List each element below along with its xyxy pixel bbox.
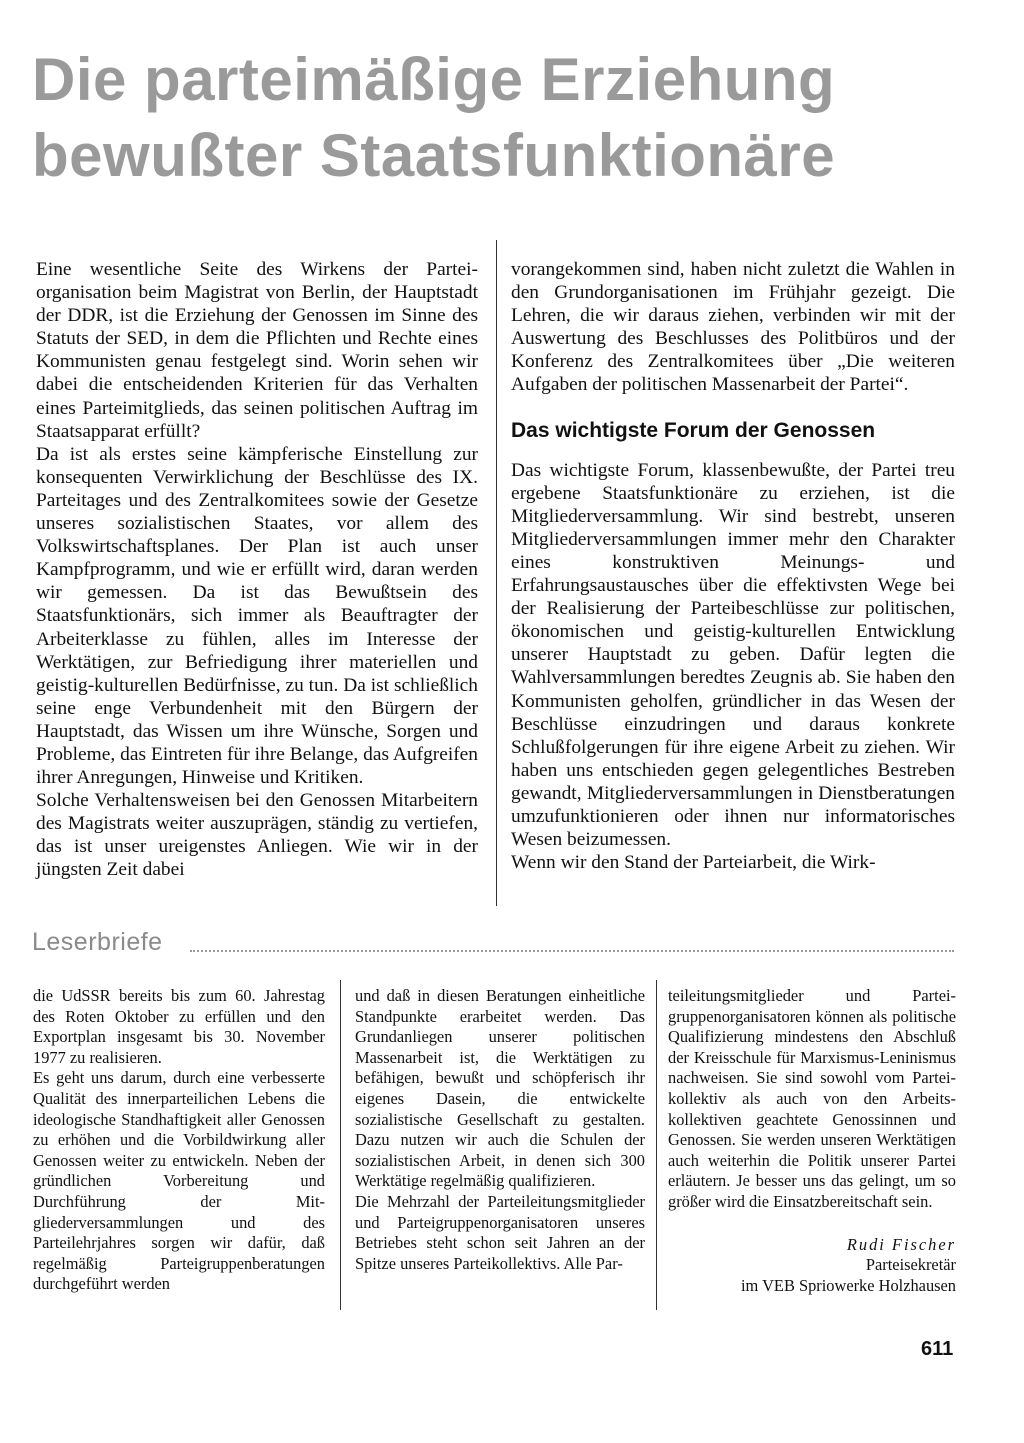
paragraph: Die Mehrzahl der Parteileitungsmitglieder und Parteigruppenorganisatoren unseres Betriebes steht schon seit Jahren an der Spitze unseres Parteikollektivs. Alle Par- <box>355 1191 645 1273</box>
paragraph: Wenn wir den Stand der Parteiarbeit, die Wirk- <box>511 852 876 874</box>
paragraph: teileitungsmitglieder und Parteigruppenorganisatoren können als politische Qualifizierung mindestens den Abschluß der Kreisschule für Marxismus-Leninismus nachweisen. Sie sind sowohl vom Parteikollektiv als auch von den Arbeitskollektiven geachtete Genossinnen und Genossen. Sie werden unseren Werktätigen auch weiterhin die Politik unserer Partei erläutern. Je besser uns das gelingt, um so größer wird die Einsatzbereitschaft sein. <box>668 986 956 1211</box>
paragraph: die UdSSR bereits bis zum 60. Jahrestag des Roten Oktober zu erfüllen und den Exportplan insgesamt bis 30. November 1977 zu realisieren. <box>33 986 325 1067</box>
paragraph: Es geht uns darum, durch eine verbesserte Qualität des innerparteilichen Lebens die ideologische Standhaftigkeit aller Genossen zu erhöhen und die Vorbildwirkung aller Genossen weiter zu entwickeln. Neben der gründlichen Vorbereitung und Durchführung der Mitgliederversammlungen und des Parteilehrjahres sorgen wir dafür, daß regelmäßig Parteigruppenberatungen durchgeführt werden <box>33 1068 325 1294</box>
paragraph: Da ist als erstes seine kämpferische Einstellung zur konsequenten Verwirklichung der Beschlüsse des IX. Parteitages und des Zentralkomitees sowie der Gesetze unseres sozialistischen Staates, vor allem des Volkswirtschaftsplanes. Der Plan ist auch unser Kampfprogramm, und wie er erfüllt wird, daran werden wir gemessen. Da ist das Bewußtsein des Staatsfunktionärs, sich immer als Beauftragter der Arbeiterklasse zu fühlen, alles im Interesse der Werktätigen, zur Befriedigung ihrer materiellen und geistig-kulturellen Bedürfnisse, zu tun. Da ist schließlich seine enge Verbundenheit mit den Bürgern der Hauptstadt, das Wissen um ihre Wünsche, Sorgen und Probleme, das Eintreten für ihre Belange, das Aufgreifen ihrer Anregungen, Hinweise und Kritiken. <box>36 443 478 789</box>
letters-column-1 <box>33 986 325 1295</box>
letters-section-label: Leserbriefe <box>32 928 163 956</box>
signature-block <box>668 1235 956 1297</box>
signature-organization: im VEB Spriowerke Holzhausen <box>740 1275 956 1295</box>
article-column-2 <box>511 258 955 874</box>
paragraph: vorangekommen sind, haben nicht zuletzt die Wahlen in den Grundorganisationen im Frühjahr gezeigt. Die Lehren, die wir daraus ziehen, verbinden wir mit der Auswertung des Beschlusses des Politbüros und der Konferenz des Zentralkomitees über „Die weiteren Aufgaben der politischen Massenarbeit der Partei“. <box>511 259 955 396</box>
paragraph: Das wichtigste Forum, klassenbewußte, der Partei treu ergebene Staatsfunktionäre zu erziehen, ist die Mitgliederversammlung. Wir sind bestrebt, unseren Mitgliederversammlungen immer mehr den Charakter eines konstruktiven Meinungs- und Erfahrungsaustausches über die effektivsten Wege bei der Realisierung der Parteibeschlüsse zur politischen, ökonomischen und geistig-kulturellen Entwicklung unserer Hauptstadt zu geben. Dafür legten die Wahlversammlungen beredtes Zeugnis ab. Sie haben den Kommunisten geholfen, gründlicher in das Wesen der Beschlüsse einzudringen und daraus konkrete Schlußfolgerungen für ihre eigene Arbeit zu ziehen. Wir haben uns entschieden gegen gelegentliches Bestreben gewandt, Mitgliederversammlungen in Dienstberatungen umzufunktionieren oder ihnen nur informatorisches Wesen beizumessen. <box>511 459 955 851</box>
letters-column-2 <box>355 986 645 1274</box>
article-title <box>32 42 992 194</box>
article-title-line-2: bewußter Staatsfunktionäre <box>32 122 836 189</box>
paragraph: Solche Verhaltensweisen bei den Genossen Mitarbeitern des Magistrats weiter auszuprägen, ständig zu vertiefen, das ist unser ureigenstes Anliegen. Wie wir in der jüngsten Zeit dabei <box>36 790 478 881</box>
letters-column-3 <box>668 986 956 1296</box>
column-divider <box>340 980 341 1310</box>
section-subheading: Das wichtigste Forum der Genossen <box>511 418 876 442</box>
page-number: 611 <box>921 1338 954 1360</box>
article-title-line-1: Die parteimäßige Erziehung <box>32 46 836 113</box>
column-divider <box>496 240 497 906</box>
section-divider <box>190 950 954 952</box>
signature-role: Parteisekretär <box>865 1255 956 1275</box>
column-divider <box>656 980 657 1310</box>
paragraph: Eine wesentliche Seite des Wirkens der Parteiorganisation beim Magistrat von Berlin, der Hauptstadt der DDR, ist die Erziehung der Genossen im Sinne des Statuts der SED, in dem die Pflichten und Rechte eines Kommunisten genau festgelegt sind. Worin sehen wir dabei die entscheidenden Kriterien für das Verhalten eines Parteimitglieds, das seinen politischen Auftrag im Staatsapparat erfüllt? <box>36 259 478 442</box>
signature-name: Rudi Fischer <box>846 1234 956 1254</box>
paragraph: und daß in diesen Beratungen einheitliche Standpunkte erarbeitet werden. Das Grundanliegen unserer politischen Massenarbeit ist, die Werktätigen zu befähigen, bewußt und schöpferisch ihr eigenes Dasein, die entwickelte sozialistische Gesellschaft zu gestalten. Dazu nutzen wir auch die Schulen der sozialistischen Arbeit, in denen sich 300 Werktätige regelmäßig qualifizieren. <box>355 986 645 1191</box>
article-column-1 <box>36 258 478 882</box>
